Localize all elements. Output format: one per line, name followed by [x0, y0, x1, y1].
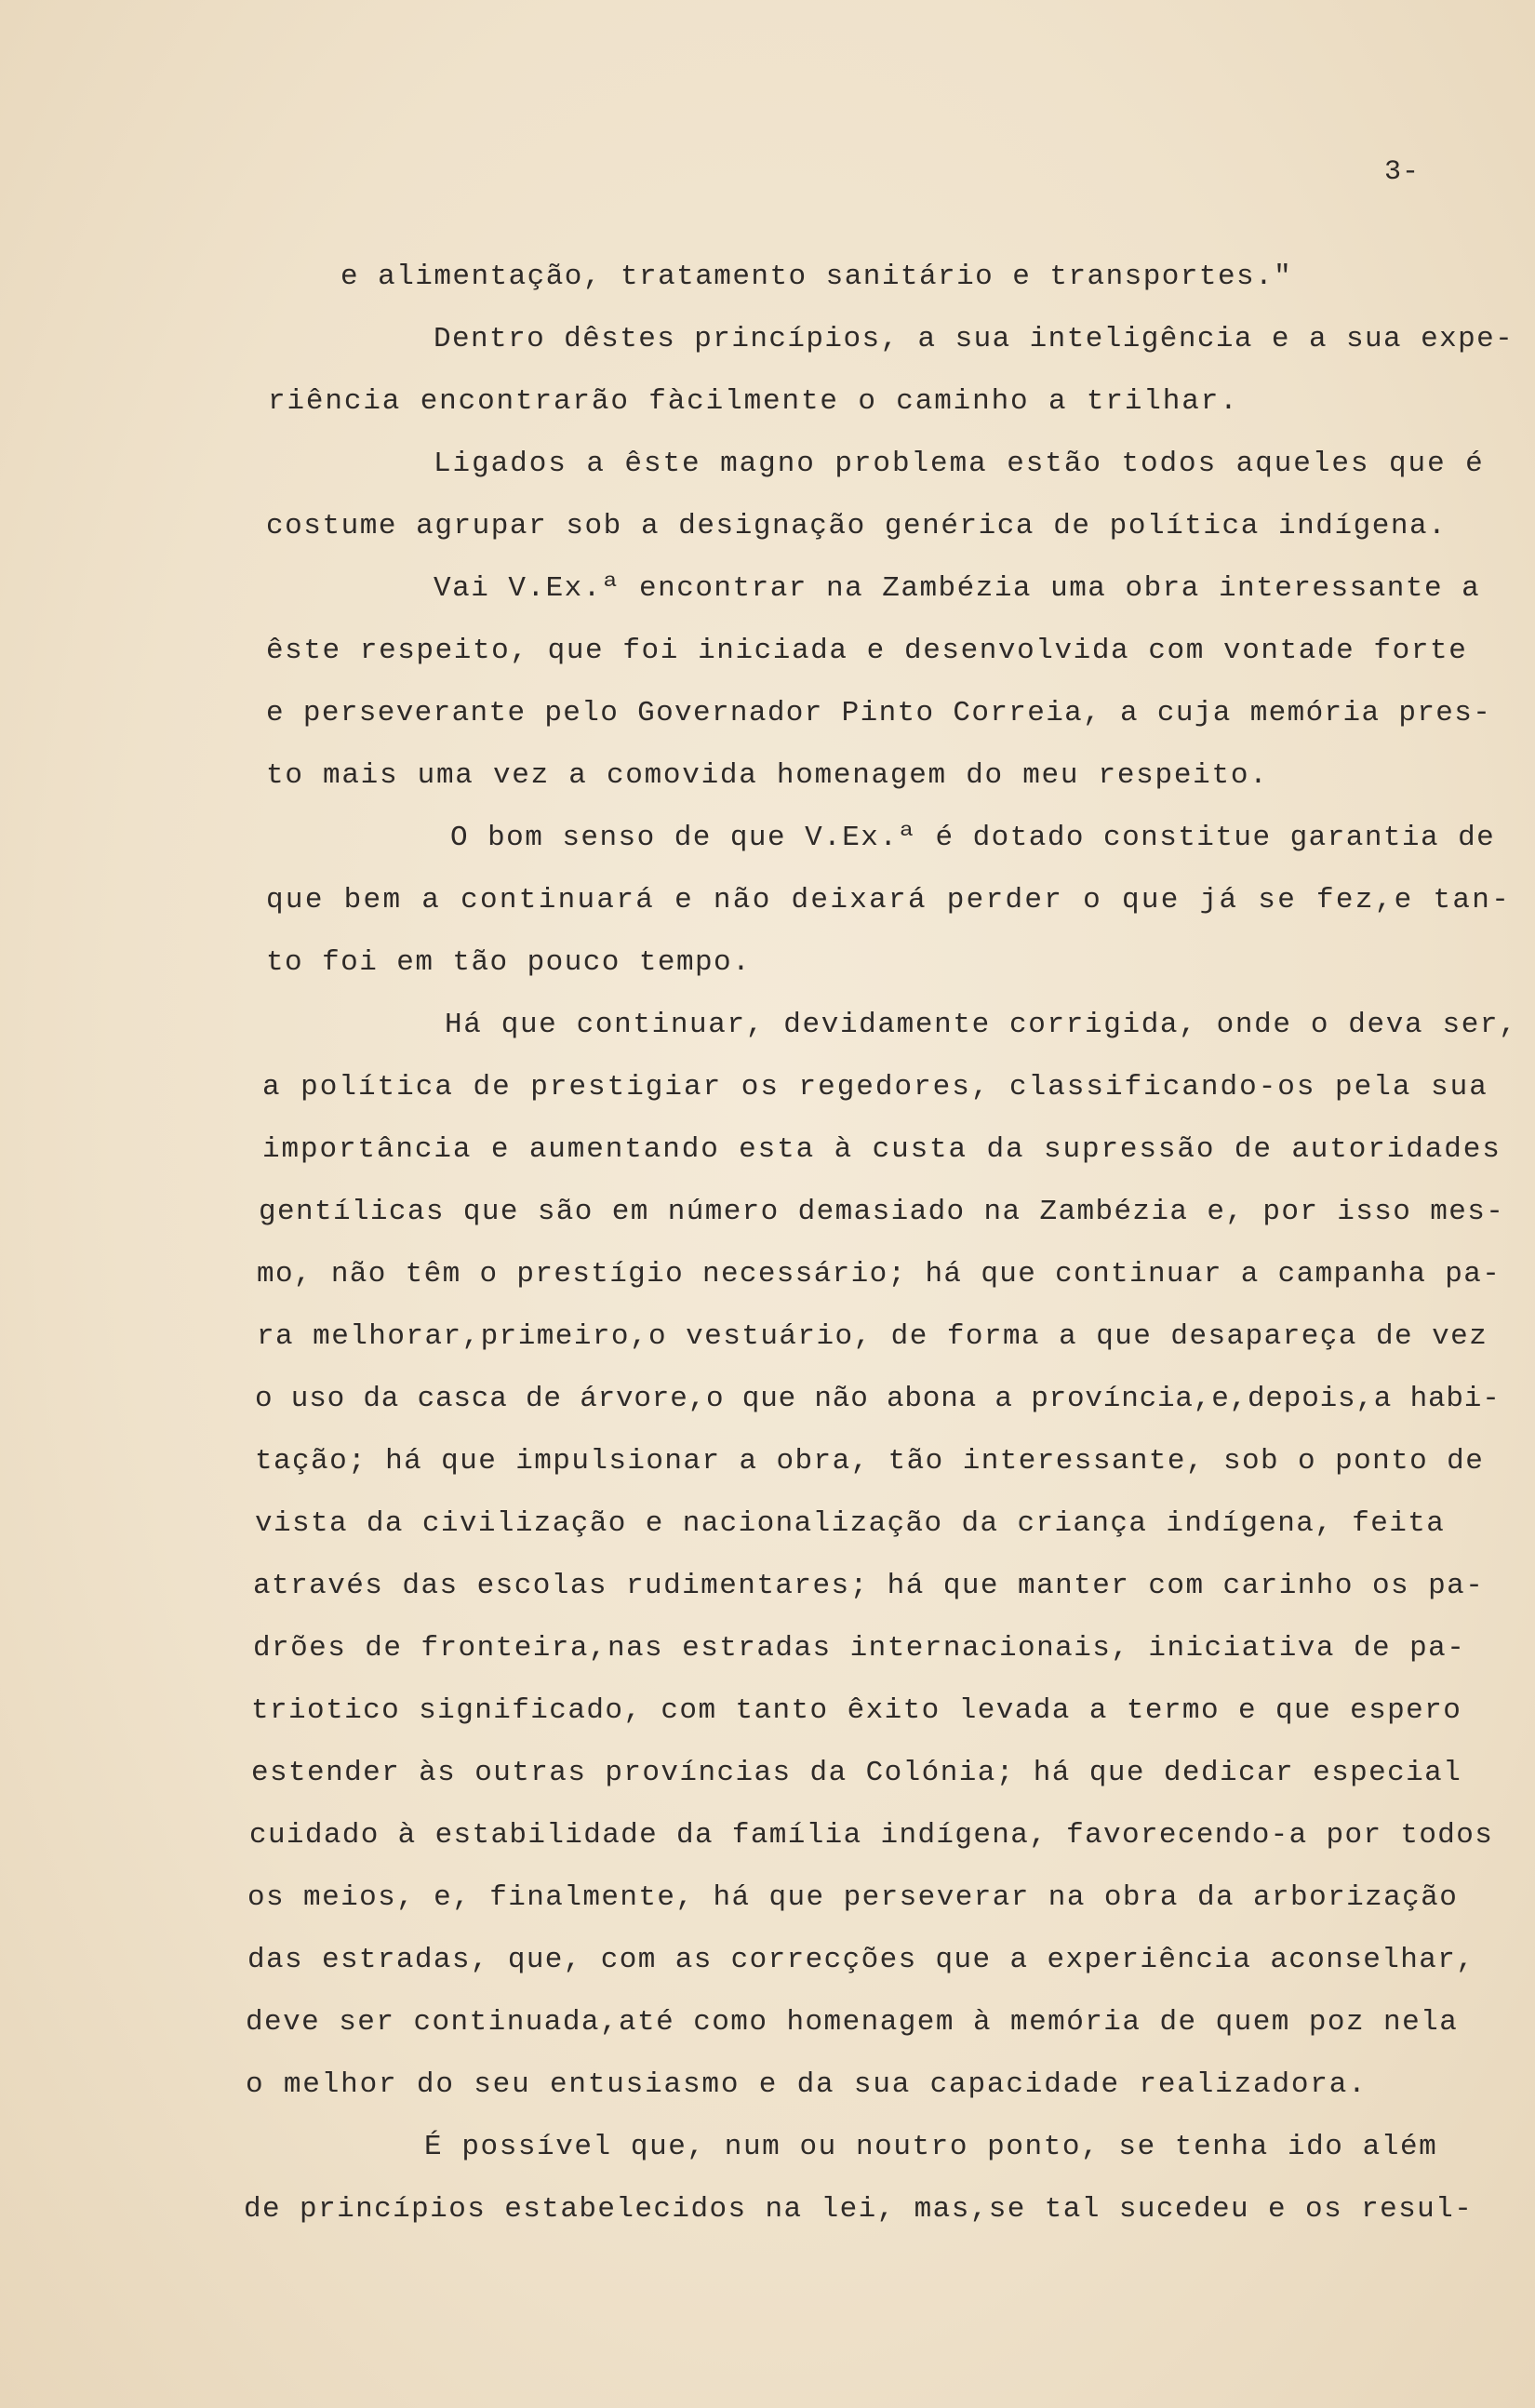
text-line: to mais uma vez a comovida homenagem do meu respeito.: [266, 759, 1269, 792]
text-line: ra melhorar,primeiro,o vestuário, de forma a que desapareça de vez: [257, 1320, 1488, 1353]
text-line: estender às outras províncias da Colónia; há que dedicar especial: [251, 1757, 1462, 1789]
text-line: das estradas, que, com as correcções que a experiência aconselhar,: [247, 1944, 1475, 1976]
text-line: to foi em tão pouco tempo.: [266, 946, 752, 979]
page-number: 3-: [1384, 156, 1421, 188]
text-line: deve ser continuada,até como homenagem à memória de quem poz nela: [246, 2006, 1459, 2039]
text-line: importância e aumentando esta à custa da supressão de autoridades: [262, 1133, 1502, 1166]
text-line: tação; há que impulsionar a obra, tão interessante, sob o ponto de: [255, 1445, 1485, 1478]
text-line: e alimentação, tratamento sanitário e transportes.": [340, 261, 1293, 293]
text-line: o melhor do seu entusiasmo e da sua capacidade realizadora.: [246, 2068, 1368, 2101]
text-line: costume agrupar sob a designação genérica de política indígena.: [266, 510, 1448, 542]
text-line: Ligados a êste magno problema estão todos aqueles que é: [434, 448, 1485, 480]
text-line: a política de prestigiar os regedores, classificando-os pela sua: [262, 1071, 1488, 1104]
text-line: riência encontrarão fàcilmente o caminho a trilhar.: [268, 385, 1239, 418]
text-line: Vai V.Ex.ª encontrar na Zambézia uma obra interessante a: [434, 572, 1481, 605]
text-line: que bem a continuará e não deixará perder o que já se fez,e tan-: [266, 884, 1512, 916]
text-line: Dentro dêstes princípios, a sua inteligência e a sua expe-: [434, 323, 1515, 355]
text-line: É possível que, num ou noutro ponto, se tenha ido além: [424, 2131, 1438, 2163]
text-line: através das escolas rudimentares; há que manter com carinho os pa-: [253, 1570, 1485, 1602]
text-line: mo, não têm o prestígio necessário; há que continuar a campanha pa-: [257, 1258, 1502, 1291]
text-line: cuidado à estabilidade da família indígena, favorecendo-a por todos: [249, 1819, 1494, 1852]
text-line: triotico significado, com tanto êxito levada a termo e que espero: [251, 1694, 1462, 1727]
text-line: e perseverante pelo Governador Pinto Correia, a cuja memória pres-: [266, 697, 1492, 729]
text-line: gentílicas que são em número demasiado na Zambézia e, por isso mes-: [259, 1196, 1505, 1228]
text-line: êste respeito, que foi iniciada e desenvolvida com vontade forte: [266, 635, 1468, 667]
text-line: os meios, e, finalmente, há que perseverar na obra da arborização: [247, 1881, 1459, 1914]
text-line: vista da civilização e nacionalização da criança indígena, feita: [255, 1507, 1446, 1540]
text-line: Há que continuar, devidamente corrigida, onde o deva ser,: [445, 1009, 1518, 1041]
text-line: de princípios estabelecidos na lei, mas,se tal sucedeu e os resul-: [244, 2193, 1474, 2226]
text-line: O bom senso de que V.Ex.ª é dotado constitue garantia de: [450, 822, 1496, 854]
text-line: o uso da casca de árvore,o que não abona a província,e,depois,a habi-: [255, 1383, 1501, 1415]
text-line: drões de fronteira,nas estradas internacionais, iniciativa de pa-: [253, 1632, 1466, 1665]
